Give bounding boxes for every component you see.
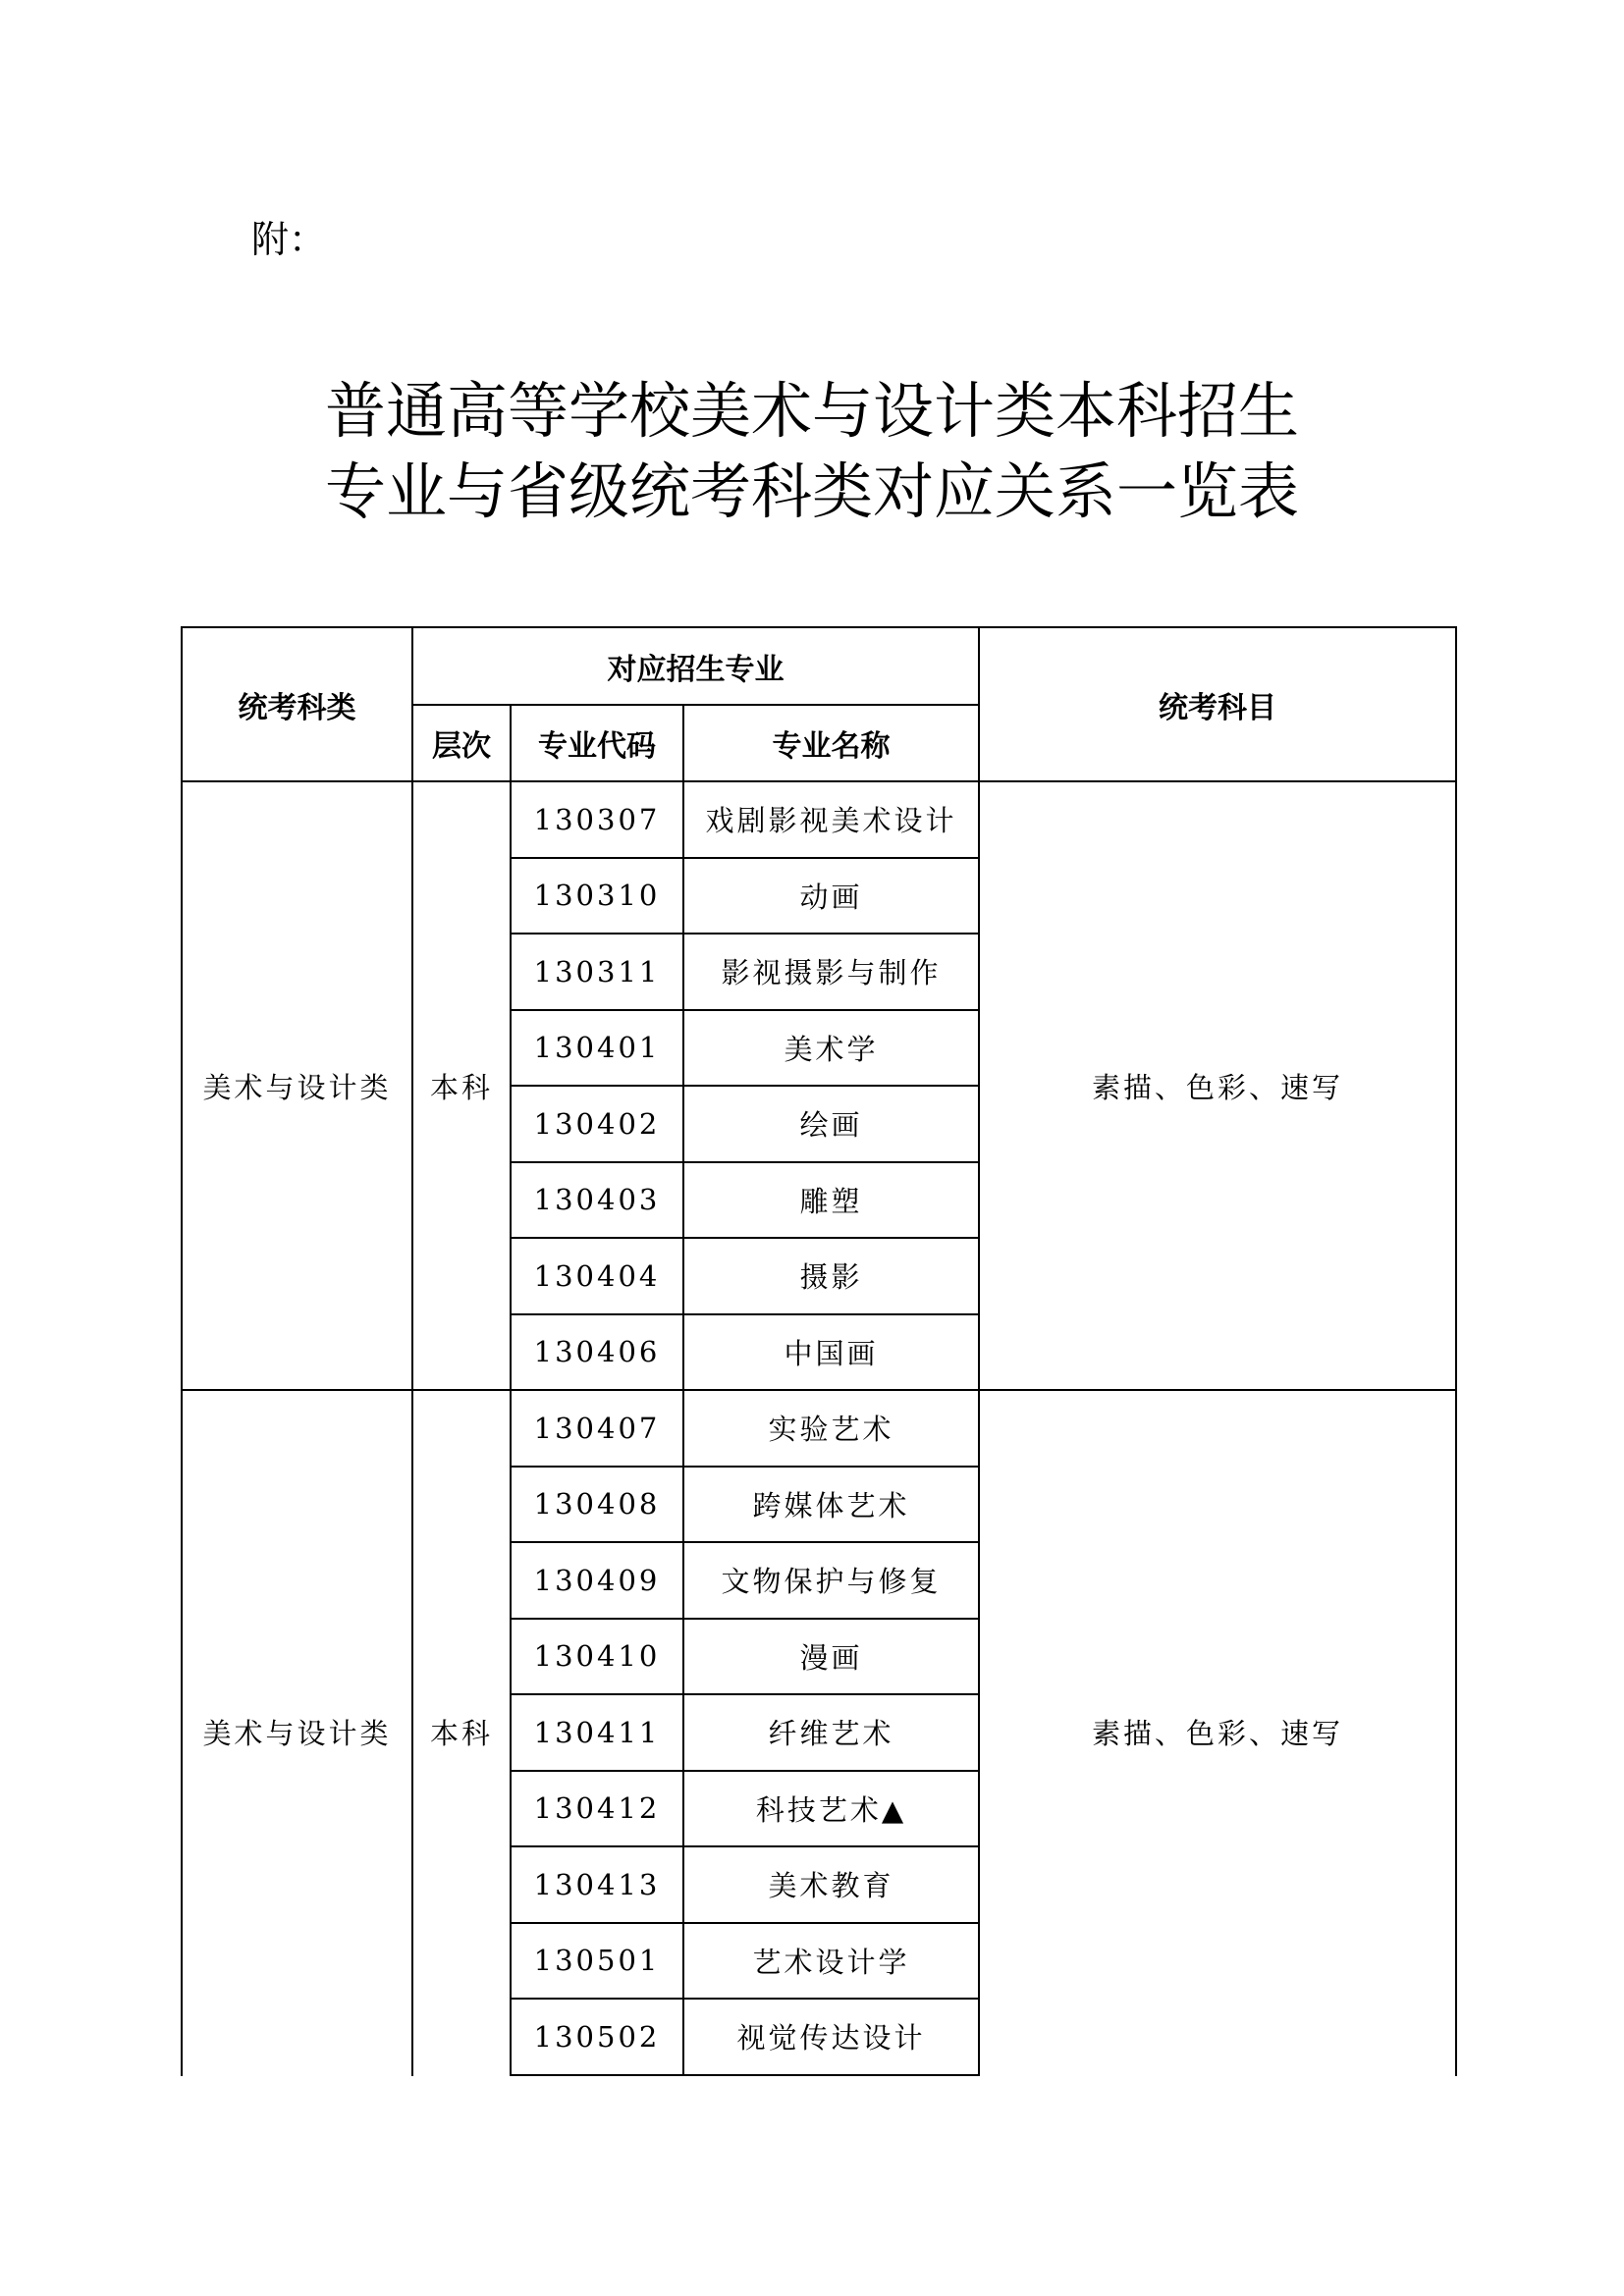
exam-subjects-cell: 素描、色彩、速写 — [979, 781, 1456, 1390]
major-code-cell: 130310 — [511, 858, 683, 934]
major-code-cell: 130407 — [511, 1390, 683, 1467]
major-code-cell: 130404 — [511, 1238, 683, 1314]
major-code-cell: 130406 — [511, 1314, 683, 1391]
title-line-2: 专业与省级统考科类对应关系一览表 — [324, 455, 1299, 527]
major-name-cell: 跨媒体艺术 — [683, 1467, 979, 1543]
major-name-cell: 视觉传达设计 — [683, 1999, 979, 2075]
major-name-cell: 漫画 — [683, 1619, 979, 1695]
major-code-cell: 130401 — [511, 1010, 683, 1087]
major-code-cell: 130501 — [511, 1923, 683, 2000]
major-name-cell: 科技艺术▲ — [683, 1771, 979, 1847]
major-code-cell: 130410 — [511, 1619, 683, 1695]
major-name-cell: 动画 — [683, 858, 979, 934]
table-body — [182, 781, 1456, 2075]
major-code-cell: 130311 — [511, 934, 683, 1010]
major-code-cell: 130307 — [511, 781, 683, 858]
header-major-group: 对应招生专业 — [412, 627, 979, 705]
header-exam-subjects: 统考科目 — [979, 627, 1456, 781]
exam-category-cell: 美术与设计类 — [182, 781, 412, 1390]
major-code-cell: 130502 — [511, 1999, 683, 2075]
header-major-code: 专业代码 — [511, 705, 683, 781]
major-code-cell: 130409 — [511, 1542, 683, 1619]
table-row — [182, 1390, 1456, 1467]
table-row — [182, 781, 1456, 858]
major-name-cell: 雕塑 — [683, 1162, 979, 1239]
header-major-name: 专业名称 — [683, 705, 979, 781]
header-level: 层次 — [412, 705, 511, 781]
document-title — [0, 371, 1624, 532]
title-line-1: 普通高等学校美术与设计类本科招生 — [324, 375, 1299, 447]
major-code-cell: 130412 — [511, 1771, 683, 1847]
header-exam-category: 统考科类 — [182, 627, 412, 781]
major-name-cell: 实验艺术 — [683, 1390, 979, 1467]
major-name-cell: 文物保护与修复 — [683, 1542, 979, 1619]
major-code-cell: 130408 — [511, 1467, 683, 1543]
major-name-cell: 美术教育 — [683, 1846, 979, 1923]
exam-subjects-cell: 素描、色彩、速写 — [979, 1390, 1456, 2075]
major-name-cell: 绘画 — [683, 1086, 979, 1162]
level-cell: 本科 — [412, 781, 511, 1390]
major-name-cell: 艺术设计学 — [683, 1923, 979, 2000]
major-code-cell: 130411 — [511, 1694, 683, 1771]
level-cell: 本科 — [412, 1390, 511, 2075]
exam-category-cell: 美术与设计类 — [182, 1390, 412, 2075]
major-code-cell: 130402 — [511, 1086, 683, 1162]
major-name-cell: 美术学 — [683, 1010, 979, 1087]
major-name-cell: 中国画 — [683, 1314, 979, 1391]
major-code-cell: 130403 — [511, 1162, 683, 1239]
major-name-cell: 摄影 — [683, 1238, 979, 1314]
major-name-cell: 戏剧影视美术设计 — [683, 781, 979, 858]
major-code-cell: 130413 — [511, 1846, 683, 1923]
major-mapping-table — [181, 626, 1457, 2076]
major-name-cell: 纤维艺术 — [683, 1694, 979, 1771]
annex-label: 附： — [251, 218, 327, 261]
table-header-row — [182, 627, 1456, 705]
major-name-cell: 影视摄影与制作 — [683, 934, 979, 1010]
